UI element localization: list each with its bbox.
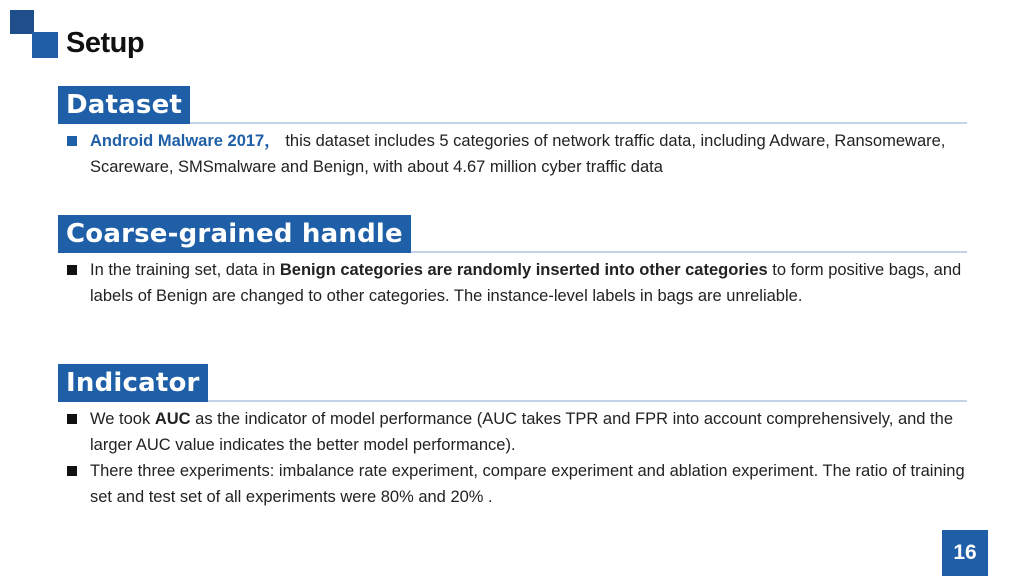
bullet-text: There three experiments: imbalance rate experiment, compare experiment and ablation experiment. The ratio of training set and test set of all experiments were 80% and 20% . <box>90 462 965 506</box>
bullet-text-post: as the indicator of model performance (AUC takes TPR and FPR into account comprehensively, and the larger AUC value indicates the better model performance). <box>90 410 953 454</box>
section-label-indicator: Indicator <box>58 364 208 402</box>
bullet-list <box>58 406 967 510</box>
page-number-badge: 16 <box>942 530 988 576</box>
bullet-text-bold: AUC <box>154 410 191 428</box>
section-header <box>58 86 967 124</box>
section-indicator <box>58 364 967 510</box>
bullet-text-pre: We took <box>90 410 155 428</box>
logo-square-bottom <box>32 32 58 58</box>
bullet-list <box>58 128 967 180</box>
square-bullet-icon <box>67 265 77 275</box>
square-bullet-icon <box>67 136 77 146</box>
list-item <box>58 257 967 309</box>
list-item <box>58 458 967 510</box>
section-header <box>58 364 967 402</box>
bullet-text-bold: Benign categories are randomly inserted into other categories <box>279 261 768 279</box>
section-dataset <box>58 86 967 180</box>
logo-square-top <box>10 10 34 34</box>
square-bullet-icon <box>67 414 77 424</box>
square-bullet-icon <box>67 466 77 476</box>
bullet-text: this dataset includes 5 categories of network traffic data, including Adware, Ransomeware, Scareware, SMSmalware and Benign, with about 4.67 million cyber traffic data <box>90 132 946 176</box>
bullet-text-pre: In the training set, data in <box>90 261 280 279</box>
list-item <box>58 128 967 180</box>
section-label-coarse-grained: Coarse-grained handle <box>58 215 411 253</box>
bullet-text-post: to form positive bags, and labels of Benign are changed to other categories. The instance-level labels in bags are unreliable. <box>90 261 962 305</box>
bullet-list <box>58 257 967 309</box>
section-header <box>58 215 967 253</box>
section-label-dataset: Dataset <box>58 86 190 124</box>
list-item <box>58 406 967 458</box>
dataset-name: Android Malware 2017， <box>90 132 281 150</box>
section-divider <box>58 122 967 124</box>
section-coarse-grained <box>58 215 967 309</box>
page-title: Setup <box>66 27 145 59</box>
